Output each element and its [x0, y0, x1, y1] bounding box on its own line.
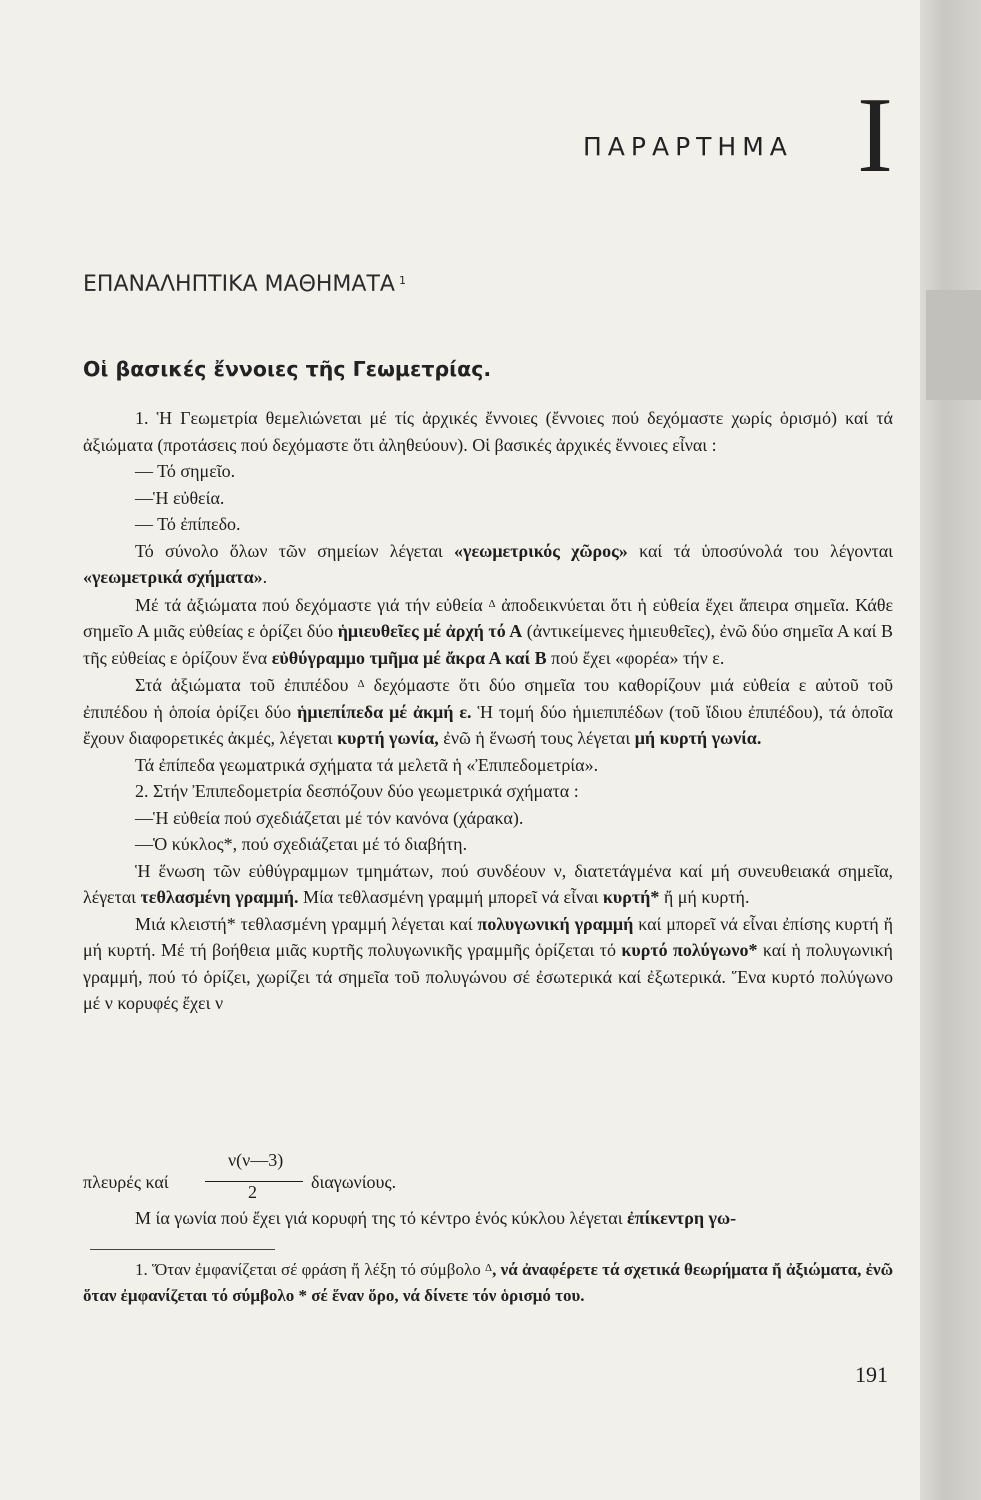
p7-bold-convex: κυρτή* — [602, 887, 660, 907]
p4-bold-halfplanes: ἡμιεπίπεδα μέ ἀκμή ε. — [297, 701, 472, 722]
page-number: 191 — [855, 1362, 888, 1387]
section-title — [83, 272, 406, 297]
formula-rest: διαγωνίους. — [311, 1172, 397, 1192]
subsection-title: Οἱ βασικές ἔννοιες τῆς Γεωμετρίας. — [83, 357, 492, 381]
p2-text-a: Τό σύνολο ὅλων τῶν σημείων λέγεται — [135, 540, 455, 561]
p2-bold-space: «γεωμετρικός χῶρος» — [454, 540, 628, 561]
p4-bold-nonconvex-angle: μή κυρτή γωνία. — [634, 728, 762, 748]
p4-bold-convex-angle: κυρτή γωνία, — [337, 728, 439, 748]
dash-item-straight-line: —Ἡ εὐθεία πού σχεδιάζεται μέ τόν κανόνα (χάρακα). — [135, 807, 524, 828]
section-title-text: ΕΠΑΝΑΛΗΠΤΙΚΑ ΜΑΘΗΜΑΤΑ — [83, 272, 395, 297]
dash-item-plane: — Τό ἐπίπεδο. — [135, 514, 241, 534]
p9-text-a: Μ ία γωνία πού ἔχει γιά κορυφή της τό κέντρο ἑνός κύκλου λέγεται — [135, 1208, 628, 1228]
footnote-delta-symbol: Δ — [484, 1262, 493, 1274]
formula-denominator: 2 — [248, 1182, 257, 1202]
paragraph-7 — [83, 858, 893, 911]
p7-text-a: Ἡ ἕνωση τῶν εὐθύγραμμων τμημάτων, πού συνδέουν ν, διατετάγμένα καί μή συνευθειακά σημεῖα, λέγεται — [83, 860, 893, 907]
page-edge — [920, 0, 981, 1500]
paragraph-8 — [83, 911, 893, 1017]
paragraph-9 — [135, 1208, 736, 1229]
p2-text-e: . — [262, 567, 268, 587]
p3-text-f: πού ἔχει «φορέα» τήν ε. — [546, 647, 725, 668]
p8-text-e: καί ἡ πολυγωνική γραμμή, πού τό ὁρίζει, χωρίζει τά σημεῖα τοῦ πολυγώνου σέ ἐσωτερικά καί ἐξωτερικά. Ἕνα κυρτό πολύγωνο μέ ν κορυφές ἔχει ν — [83, 940, 893, 1013]
dash-item-circle: —Ὁ κύκλος*, πού σχεδιάζεται μέ τό διαβήτη. — [135, 834, 468, 854]
p7-bold-polyline: τεθλασμένη γραμμή. — [140, 887, 299, 907]
formula-numerator: ν(ν—3) — [228, 1150, 284, 1170]
dash-item-line: —Ἡ εὐθεία. — [135, 487, 225, 508]
footnote-text-a: 1. Ὅταν ἐμφανίζεται σέ φράση ἤ λέξη τό σύμβολο — [135, 1260, 485, 1279]
appendix-label: ΠΑΡΑΡΤΗΜΑ — [583, 132, 793, 161]
appendix-numeral: I — [857, 76, 893, 195]
paragraph-6: 2. Στήν Ἐπιπεδομετρία δεσπόζουν δύο γεωμετρικά σχήματα : — [135, 781, 579, 801]
p3-text-d: (ἀντικείμενες ἡμιευθεῖες), ἐνῶ δύο σημεῖα Α καί Β τῆς εὐθείας ε ὁρίζουν ἕνα — [83, 621, 894, 668]
footnote-text — [83, 1255, 893, 1309]
p4-text-b: δεχόμαστε ὅτι δύο σημεῖα του καθορίζουν μιά εὐθεία ε αὐτοῦ τοῦ ἐπιπέδου ἡ ὁποία ὁρίζει δύο — [83, 675, 893, 722]
p9-bold-central-angle: ἐπίκεντρη γω- — [627, 1208, 737, 1228]
p7-text-c: Μία τεθλασμένη γραμμή μπορεῖ νά εἶναι — [298, 887, 603, 907]
delta-symbol-2: Δ — [357, 678, 365, 690]
p8-text-a: Μιά κλειστή* τεθλασμένη γραμμή λέγεται καί — [135, 913, 478, 934]
footnote-rule — [90, 1249, 275, 1250]
paragraph-4 — [83, 671, 893, 752]
p8-bold-polygonal: πολυγωνική γραμμή — [477, 913, 634, 934]
footnote — [83, 1255, 893, 1309]
footnote-reference: 1 — [398, 274, 406, 287]
delta-symbol: Δ — [488, 597, 496, 610]
p2-text-c: καί τά ὑποσύνολά του λέγονται — [627, 540, 893, 561]
paragraph-1: 1. Ἡ Γεωμετρία θεμελιώνεται μέ τίς ἀρχικές ἔννοιες (ἔννοιες πού δεχόμαστε χωρίς ὁρισμό) καί τά ἀξιώματα (προτάσεις πού δεχόμαστε ὅτι ἀληθεύουν). Οἱ βασικές ἀρχικές ἔννοιες εἶναι : — [83, 408, 893, 455]
p8-bold-convex-polygon: κυρτό πολύγωνο* — [621, 940, 758, 960]
diagonals-formula-line — [83, 1150, 583, 1210]
edge-tab-mark — [926, 290, 981, 400]
p4-text-a: Στά ἀξιώματα τοῦ ἐπιπέδου — [135, 675, 358, 695]
p8-text-c: καί μπορεῖ νά εἶναι ἐπίσης κυρτή ἤ μή κυρτή. Μέ τή βοήθεια μιᾶς κυρτῆς πολυγωνικῆς γραμμῆς ὁρίζεται τό — [83, 913, 893, 960]
p4-text-d: Ἡ τομή δύο ἡμιεπιπέδων (τοῦ ἴδιου ἐπιπέδου), τά ὁποῖα ἔχουν διαφορετικές ἀκμές, λέγεται — [83, 701, 893, 748]
paragraph-5: Τά ἐπίπεδα γεωματρικά σχήματα τά μελετᾶ ἡ «Ἐπιπεδομετρία». — [135, 754, 599, 775]
p2-bold-shapes: «γεωμετρικά σχήματα» — [83, 567, 263, 587]
paragraph-3 — [83, 591, 893, 672]
p3-bold-halflines: ἡμιευθεῖες μέ ἀρχή τό Α — [337, 621, 523, 641]
p3-text-b: ἀποδεικνύεται ὅτι ἡ εὐθεία ἔχει ἄπειρα σημεῖα. Κάθε σημεῖο Α μιᾶς εὐθείας ε ὁρίζει δύο — [83, 594, 894, 641]
p4-text-f: ἐνῶ ἡ ἕνωσή τους λέγεται — [438, 728, 635, 748]
formula-label: πλευρές καί — [83, 1172, 169, 1192]
dash-item-point: — Τό σημεῖο. — [135, 461, 236, 481]
p3-text-a: Μέ τά ἀξιώματα πού δεχόμαστε γιά τήν εὐθεία — [135, 594, 489, 615]
body-text-1 — [83, 405, 893, 1017]
footnote-text-b: , νά ἀναφέρετε τά σχετικά θεωρήματα ἤ ἀξιώματα, ἐνῶ ὅταν ἐμφανίζεται τό σύμβολο * σέ ἕναν ὅρο, νά δίνετε τόν ὁρισμό του. — [83, 1260, 893, 1305]
paragraph-2 — [83, 538, 893, 591]
p3-bold-segment: εὐθύγραμμο τμῆμα μέ ἄκρα Α καί Β — [271, 647, 547, 668]
p7-text-e: ἤ μή κυρτή. — [659, 887, 750, 907]
